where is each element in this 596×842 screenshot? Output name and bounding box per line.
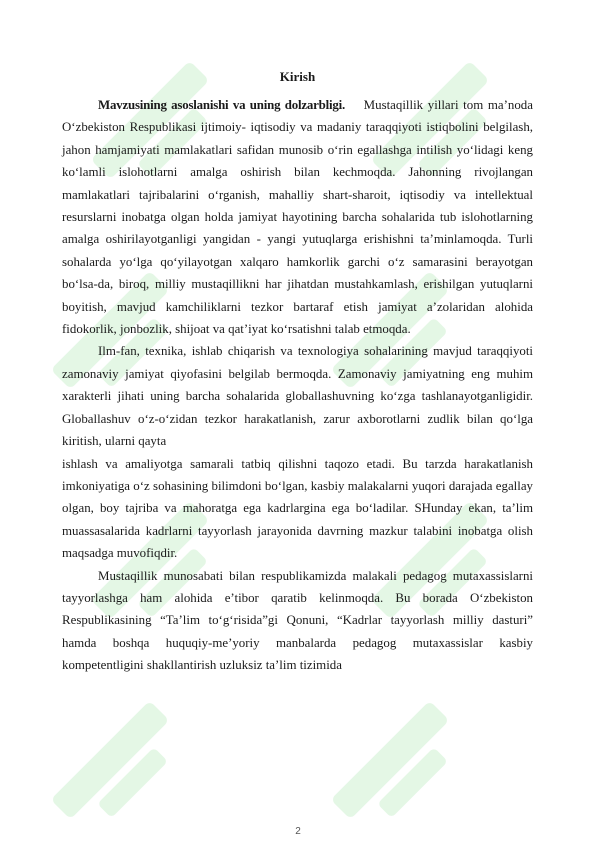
paragraph <box>62 340 533 452</box>
document-title: Kirish <box>279 69 316 84</box>
paragraph-text: Mustaqillik yillari tom ma’noda O‘zbekiston Respublikasi ijtimoiy- iqtisodiy va madaniy taraqqiyoti istiqbolini belgilash, jahon hamjamiyati mamlakatlari safidan munosib o‘rin egallashga intilish yo‘lidagi keng ko‘lamli islohotlarni amalga oshirish bilan kechmoqda. Jahonning rivojlangan mamlakatlari tajribalarini o‘rganish, mahalliy shart-sharoit, iqtisodiy va intellektual resurslarni inobatga olgan holda jamiyat hayotining barcha sohalarida tub islohotlarning amalga oshirilayotganligi yangidan - yangi yutuqlarga erishishni ta’minlamoqda. Turli sohalarda yo‘lga qo‘yilayotgan xalqaro hamkorlik garchi o‘z samarasini berayotgan bo‘lsa-da, biroq, milliy mustaqillikni har jihatdan mustahkamlash, erishilgan yutuqlarni boyitish, mavjud kamchiliklarni tezkor bartaraf etish jamiyat a’zolaridan alohida fidokorlik, jonbozlik, shijoat va qat’iyat ko‘rsatishni talab etmoqda. <box>62 98 533 337</box>
paragraph-text: ishlash va amaliyotga samarali tatbiq qilishni taqozo etadi. Bu tarzda harakatlanish imkoniyatiga o‘z sohasining bilimdoni bo‘lgan, kasbiy malakalarni yuqori darajada egallay olgan, boy tajriba va mahoratga ega kadrlargina ega bo‘ladilar. SHunday ekan, ta’lim muassasalarida kadrlarni tayyorlash jarayonida davrning mazkur talabini inobatga olish maqsadga muvofiqdir. <box>62 456 533 561</box>
watermark-mark <box>331 701 470 840</box>
paragraph <box>62 453 533 565</box>
document-page <box>62 66 533 677</box>
paragraph <box>62 565 533 677</box>
document-body <box>62 94 533 677</box>
section-heading: Mavzusining asoslanishi va uning dolzarbligi. <box>98 98 346 112</box>
page-number: 2 <box>295 826 301 837</box>
paragraph <box>62 94 533 340</box>
paragraph-text: Mustaqillik munosabati bilan respublikamizda malakali pedagog mutaxassislarni tayyorlashga ham alohida e’tibor qaratib kelinmoqda. Bu borada O‘zbekiston Respublikasining “Ta’lim to‘g‘risida”gi Qonuni, “Kadrlar tayyorlash milliy dasturi” hamda boshqa huquqiy-me’yoriy manbalarda pedagog mutaxassislar kasbiy kompetentligini shakllantirish uzluksiz ta’lim tizimida <box>62 568 533 673</box>
watermark-mark <box>51 701 190 840</box>
paragraph-text: Ilm-fan, texnika, ishlab chiqarish va texnologiya sohalarining mavjud taraqqiyoti zamonaviy jamiyat qiyofasini belgilab bermoqda. Zamonaviy jamiyatning eng muhim xarakterli jihati uning barcha sohalarida globallashuvning ko‘zga tashlanayotganligidir. Globallashuv o‘z-o‘zidan tezkor harakatlanish, zarur axborotlarni zudlik bilan qo‘lga kiritish, ularni qayta <box>62 344 533 449</box>
